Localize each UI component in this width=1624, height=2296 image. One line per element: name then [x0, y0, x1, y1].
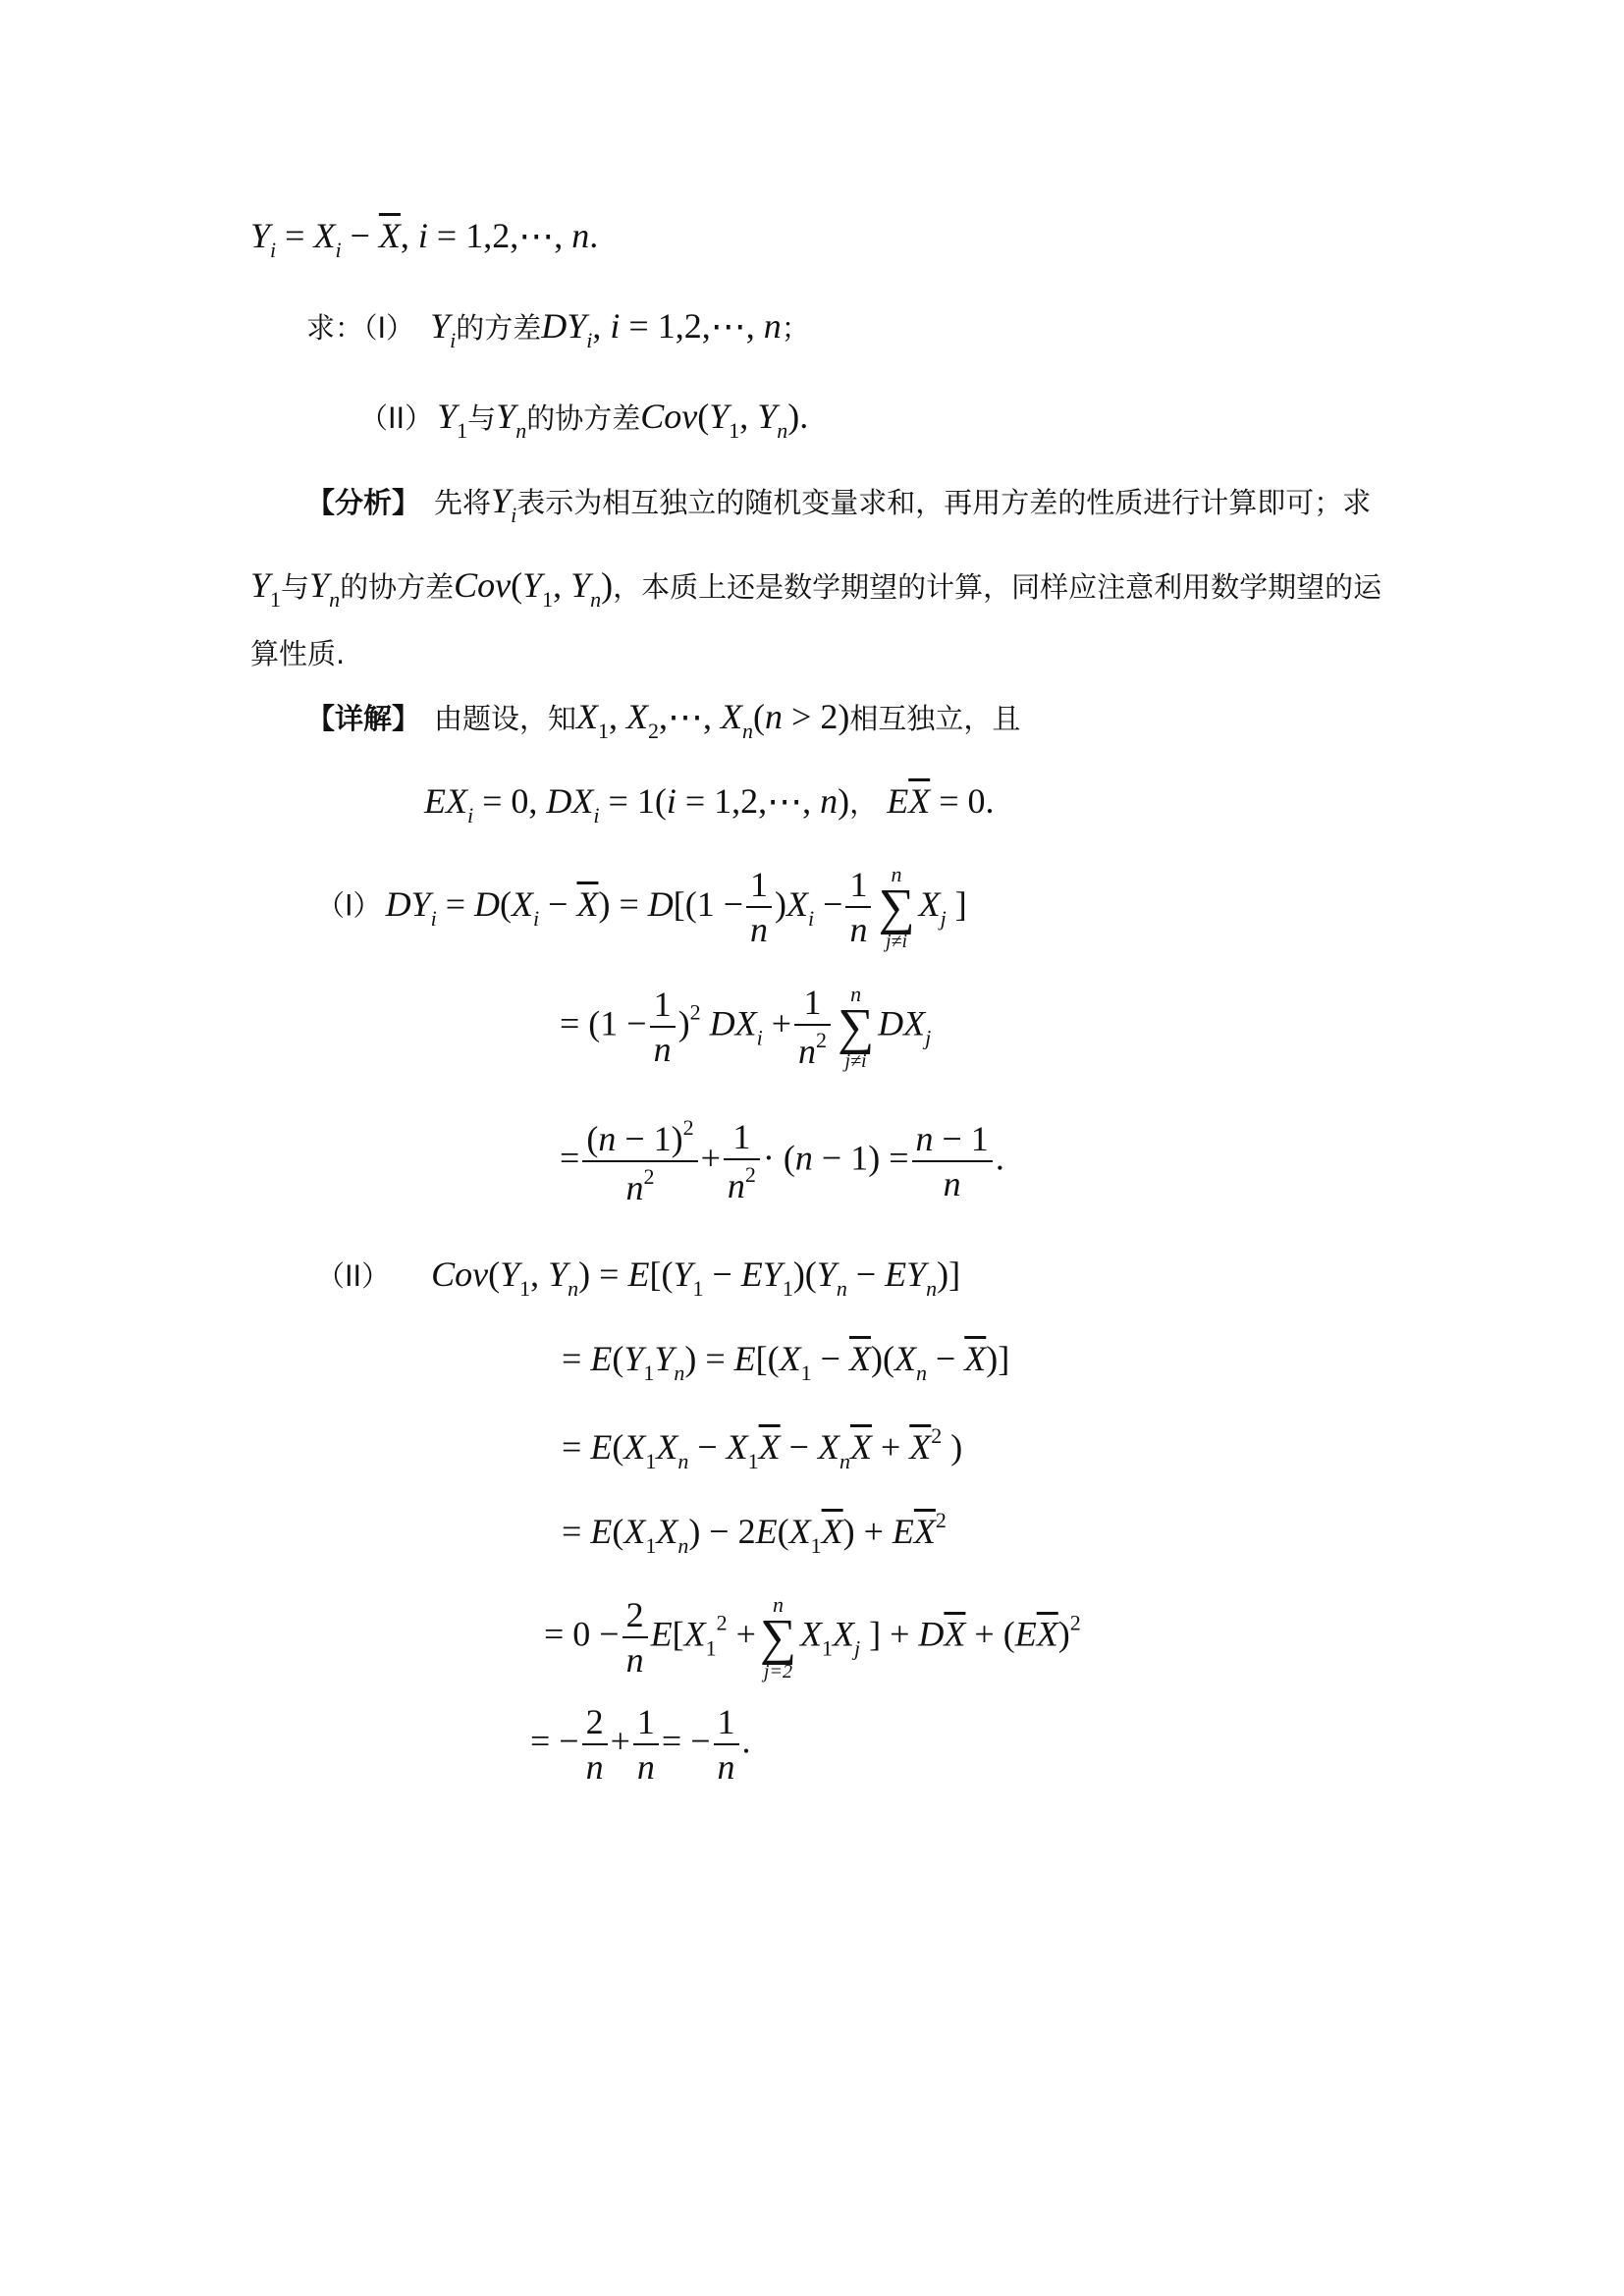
covariance-text: 的协方差 [526, 401, 641, 435]
part-two-step-2: = $E(Y_1Y_n) = E[(X_1 - \overline{X})(X_n - \overline{X})]$ [562, 1339, 1010, 1385]
part-two-step-1: （II） $Cov(Y_1$, $Y_n) = E[(Y_1 - EY_1)(Y_n - EY_n)]$ [316, 1255, 961, 1301]
expectation-facts: $EX_i = 0$, $DX_i = 1(i$ = 1,2,⋯, n)， $E\overline{X} = 0$. [424, 781, 995, 828]
with-text: 与 [467, 401, 497, 435]
solution-heading: 【详解】 [306, 702, 421, 735]
question-part-one: 求：（I） $Y_i$的方差$DY_i$, i = 1,2,⋯, n； [306, 306, 810, 352]
solution-intro: 【详解】 由题设，知$X_1$, $X_2,\cdots$, $X_n(n > 2)$相互独立，且 [306, 697, 1021, 743]
part-two-result: = − $\frac{2}{n}$ + $\frac{1}{n}$ = − $\frac{1}{n}$ . [530, 1702, 751, 1787]
part-one-step-3: = $\frac{(n - 1)^2}{n^2}$ + $\frac{1}{n^2}$ · (n − 1) = $\frac{n - 1}{n}$ . [560, 1115, 1004, 1207]
part-two-step-4: = $E(X_1X_n) - 2E(X_1\overline{X}) + E\overline{X}^2$ [562, 1508, 947, 1558]
semicolon: ； [781, 311, 810, 345]
definition-line: $Y_i = X_i - \overline{X}$, i = 1,2,⋯, n. [250, 216, 599, 262]
analysis-heading: 【分析】 [306, 486, 421, 519]
part-one-step-1: （I） $DY_i = D(X_i - \overline{X}) = D[(1$ − $\frac{1}{n}$ )$X_i$ − $\frac{1}{n}$ n ∑ j≠i $X_j$ ] [316, 862, 967, 952]
part-two-marker: （II） [359, 401, 434, 435]
part-two-step-3: = $E(X_1X_n - X_1\overline{X} - X_n\overline{X} + \overline{X}^2$ ) [562, 1423, 963, 1473]
part-two-step-5: = 0 − $\frac{2}{n}$ $E[X_1^2$ + n ∑ j=2 $X_1X_j$ ] + $D\overline{X} + (E\overline{X})^2$ [544, 1592, 1081, 1682]
ask-label: 求： [306, 311, 364, 345]
part-one-marker: （I） [363, 311, 415, 345]
variance-text: 的方差 [456, 311, 542, 345]
question-part-two: （II） $Y_1$与$Y_n$的协方差$Cov(Y_1$, $Y_n$). [359, 397, 809, 443]
analysis-line-3: 算性质. [250, 637, 346, 670]
analysis-line-1: 【分析】 先将$Y_i$表示为相互独立的随机变量求和，再用方差的性质进行计算即可；求 [306, 481, 1372, 527]
part-one-step-2: = (1 − $\frac{1}{n}$ )$^2$ $DX_i$ + $\frac{1}{n^2}$ n ∑ j≠i $DX_j$ [560, 982, 932, 1072]
analysis-line-2: $Y_1$与$Y_n$的协方差$Cov(Y_1$, $Y_n$)，本质上还是数学期望的计算，同样应注意利用数学期望的运 [250, 565, 1382, 612]
